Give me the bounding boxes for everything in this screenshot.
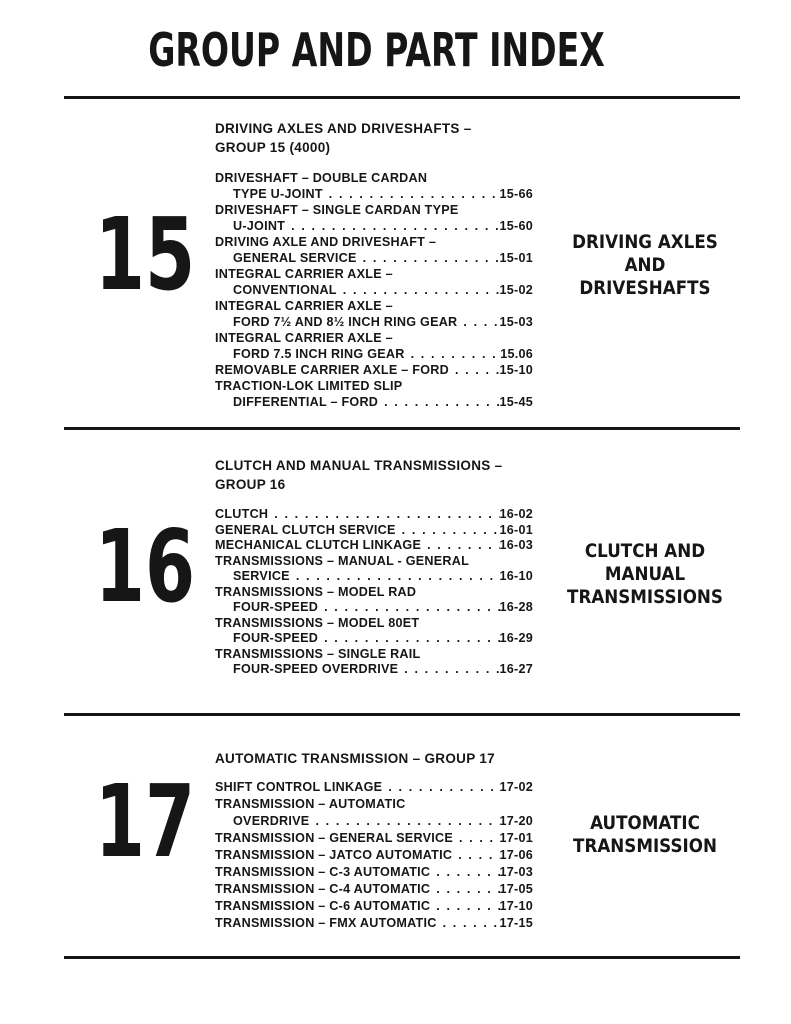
index-entry-line [215, 218, 533, 234]
entry-leader-dots [430, 864, 499, 881]
section-group-15 [0, 97, 791, 427]
index-entry-line [215, 796, 533, 813]
entry-label: CLUTCH [215, 507, 269, 521]
entry-leader-dots [457, 314, 499, 330]
entry-leader-dots [430, 881, 499, 898]
entry-leader-dots [452, 847, 499, 864]
index-entry-line [215, 346, 533, 362]
entry-leader-dots [430, 898, 499, 915]
index-entry-line [215, 631, 533, 647]
index-entry-line [215, 202, 533, 218]
section-heading [215, 749, 533, 768]
entry-leader-dots [318, 631, 499, 647]
entry-label: GENERAL SERVICE [233, 251, 357, 265]
entry-label: TRANSMISSION – AUTOMATIC [215, 797, 406, 811]
entry-leader-dots [318, 600, 499, 616]
entry-label: TRANSMISSION – C-3 AUTOMATIC [215, 865, 431, 879]
entry-page-number: 16-01 [499, 522, 533, 537]
entry-page-number: 17-05 [499, 882, 533, 896]
index-entry-line [215, 314, 533, 330]
index-entry-line [215, 915, 533, 932]
entry-label: TRANSMISSION – JATCO AUTOMATIC [215, 848, 453, 862]
side-label-line: DRIVESHAFTS [579, 277, 711, 299]
section-heading-line: DRIVING AXLES AND DRIVESHAFTS – [215, 121, 472, 136]
section-heading-line: AUTOMATIC TRANSMISSION – GROUP 17 [215, 751, 495, 766]
entry-leader-dots [290, 569, 500, 585]
index-entry-line [215, 378, 533, 394]
index-entry-line [215, 266, 533, 282]
entry-page-number: 17-01 [499, 831, 533, 845]
entry-page-number: 16-10 [499, 569, 533, 583]
entry-label: INTEGRAL CARRIER AXLE – [215, 267, 393, 281]
entry-leader-dots [396, 523, 500, 539]
index-entry-line [215, 569, 533, 585]
section-side-label [557, 540, 733, 609]
entry-label: FOUR-SPEED [233, 631, 319, 645]
entry-page-number: 17-03 [499, 865, 533, 879]
entry-label: TRANSMISSION – C-6 AUTOMATIC [215, 899, 431, 913]
entry-leader-dots [268, 507, 499, 523]
index-list [215, 456, 533, 678]
entry-page-number: 15-01 [499, 251, 533, 265]
entry-label: TRACTION-LOK LIMITED SLIP [215, 379, 403, 393]
entry-label: DRIVESHAFT – DOUBLE CARDAN [215, 171, 428, 185]
entry-label: INTEGRAL CARRIER AXLE – [215, 299, 393, 313]
entry-page-number: 15-60 [499, 219, 533, 233]
side-label-line: MANUAL [604, 563, 686, 585]
entry-label: SERVICE [233, 569, 290, 583]
entry-label: DRIVING AXLE AND DRIVESHAFT – [215, 235, 437, 249]
entry-leader-dots [285, 218, 499, 234]
section-heading [215, 456, 533, 494]
page-title: GROUP AND PART INDEX [148, 23, 605, 77]
entry-label: MECHANICAL CLUTCH LINKAGE [215, 538, 422, 552]
index-entry-line [215, 250, 533, 266]
index-entry-line [215, 898, 533, 915]
section-group-16 [0, 430, 791, 713]
index-entry-line [215, 647, 533, 663]
entry-page-number: 16-03 [499, 538, 533, 552]
index-entry-line [215, 538, 533, 554]
entry-page-number: 17-10 [499, 899, 533, 913]
entry-leader-dots [357, 250, 500, 266]
section-heading-line: CLUTCH AND MANUAL TRANSMISSIONS – [215, 458, 503, 473]
entry-label: FORD 7.5 INCH RING GEAR [233, 347, 405, 361]
index-entry-line [215, 298, 533, 314]
side-label-line: TRANSMISSION [573, 835, 717, 857]
index-list [215, 749, 533, 932]
entry-label: TRANSMISSIONS – MODEL RAD [215, 584, 417, 599]
entry-label: GENERAL CLUTCH SERVICE [215, 522, 396, 537]
index-entry-line [215, 585, 533, 601]
entry-label: REMOVABLE CARRIER AXLE – FORD [215, 363, 449, 377]
entry-page-number: 17-15 [499, 916, 533, 930]
entry-page-number: 17-20 [499, 814, 533, 828]
index-entry-line [215, 394, 533, 410]
entry-page-number: 17-02 [499, 780, 533, 794]
entry-label: INTEGRAL CARRIER AXLE – [215, 331, 393, 345]
entry-label: DIFFERENTIAL – FORD [233, 395, 379, 409]
entry-label: TRANSMISSION – GENERAL SERVICE [215, 831, 453, 845]
entry-list [215, 779, 533, 932]
entry-leader-dots [398, 662, 499, 678]
entry-page-number: 15.06 [500, 347, 533, 361]
index-entry-line [215, 170, 533, 186]
entry-leader-dots [437, 915, 500, 932]
entry-leader-dots [405, 346, 501, 362]
section-side-label [557, 812, 733, 858]
entry-label: FOUR-SPEED [233, 600, 319, 614]
entry-leader-dots [309, 813, 499, 830]
index-entry-line [215, 864, 533, 881]
index-list [215, 119, 533, 410]
horizontal-rule [64, 956, 740, 959]
entry-label: TRANSMISSIONS – MODEL 80ET [215, 615, 420, 630]
index-entry-line [215, 507, 533, 523]
entry-page-number: 15-10 [499, 363, 533, 377]
entry-page-number: 15-03 [499, 315, 533, 329]
index-entry-line [215, 600, 533, 616]
entry-label: SHIFT CONTROL LINKAGE [215, 780, 383, 794]
entry-leader-dots [378, 394, 499, 410]
index-entry-line [215, 847, 533, 864]
entry-label: TYPE U-JOINT [233, 187, 323, 201]
index-entry-line [215, 779, 533, 796]
group-number: 16 [94, 508, 196, 625]
section-group-17 [0, 716, 791, 956]
section-heading-line: GROUP 16 [215, 477, 286, 492]
group-number: 17 [94, 763, 196, 880]
index-entry-line [215, 523, 533, 539]
entry-leader-dots [323, 186, 500, 202]
entry-label: FORD 7½ AND 8½ INCH RING GEAR [233, 315, 458, 329]
index-entry-line [215, 881, 533, 898]
entry-label: FOUR-SPEED OVERDRIVE [233, 662, 399, 676]
index-entry-line [215, 830, 533, 847]
entry-label: U-JOINT [233, 219, 286, 233]
index-entry-line [215, 186, 533, 202]
section-side-label [557, 231, 733, 300]
entry-label: TRANSMISSIONS – SINGLE RAIL [215, 646, 421, 661]
entry-label: TRANSMISSIONS – MANUAL - GENERAL [215, 553, 470, 568]
entry-label: CONVENTIONAL [233, 283, 337, 297]
group-number: 15 [94, 196, 196, 313]
entry-page-number: 16-02 [499, 507, 533, 521]
index-entry-line [215, 554, 533, 570]
entry-leader-dots [449, 362, 500, 378]
index-entry-line [215, 282, 533, 298]
index-entry-line [215, 813, 533, 830]
entry-page-number: 16-28 [499, 600, 533, 614]
index-entry-line [215, 616, 533, 632]
entry-page-number: 15-02 [499, 283, 533, 297]
side-label-line: DRIVING AXLES [572, 231, 718, 253]
index-entry-line [215, 362, 533, 378]
section-heading [215, 119, 533, 157]
side-label-line: TRANSMISSIONS [567, 586, 723, 608]
entry-label: TRANSMISSION – FMX AUTOMATIC [215, 916, 437, 930]
entry-leader-dots [337, 282, 500, 298]
side-label-line: AND [624, 254, 666, 276]
entry-page-number: 16-27 [499, 662, 533, 676]
index-entry-line [215, 662, 533, 678]
side-label-line: CLUTCH AND [584, 540, 706, 562]
entry-page-number: 15-45 [499, 395, 533, 409]
index-entry-line [215, 234, 533, 250]
index-entry-line [215, 330, 533, 346]
entry-label: TRANSMISSION – C-4 AUTOMATIC [215, 882, 431, 896]
entry-label: DRIVESHAFT – SINGLE CARDAN TYPE [215, 203, 459, 217]
entry-label: OVERDRIVE [233, 814, 310, 828]
entry-list [215, 507, 533, 678]
entry-page-number: 15-66 [499, 187, 533, 201]
entry-leader-dots [421, 538, 499, 554]
entry-page-number: 17-06 [499, 848, 533, 862]
entry-list [215, 170, 533, 410]
entry-page-number: 16-29 [499, 631, 533, 645]
entry-leader-dots [453, 830, 500, 847]
side-label-line: AUTOMATIC [590, 812, 700, 834]
section-heading-line: GROUP 15 (4000) [215, 140, 331, 155]
entry-leader-dots [382, 779, 499, 796]
